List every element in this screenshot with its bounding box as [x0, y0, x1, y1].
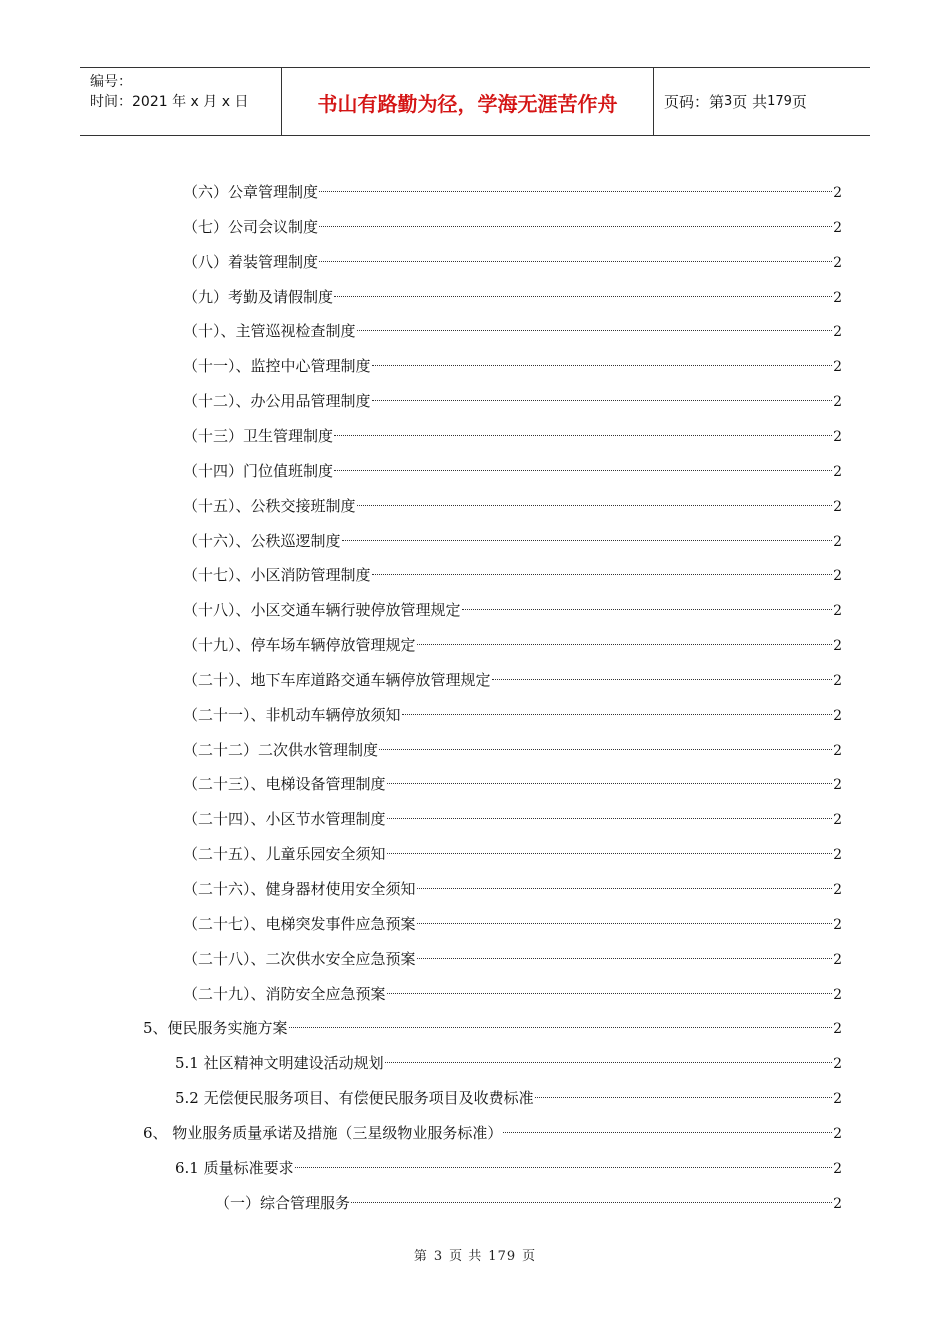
- toc-dot-leader: [503, 1116, 832, 1138]
- toc-entry-title: （二十五）、儿童乐园安全须知: [183, 845, 386, 864]
- toc-entry[interactable]: [215, 1186, 842, 1212]
- toc-dot-leader: [417, 872, 833, 894]
- toc-entry-title: （十四）门位值班制度: [183, 461, 334, 480]
- toc-entry[interactable]: [183, 767, 842, 794]
- toc-entry-page: 2: [833, 568, 842, 585]
- toc-entry-title: （一）综合管理服务: [215, 1193, 351, 1212]
- toc-entry-title: （十五）、公秩交接班制度: [183, 496, 356, 515]
- footer-mid: 页 共: [449, 1249, 483, 1264]
- toc-entry-page: 2: [833, 777, 842, 794]
- toc-entry[interactable]: [183, 489, 842, 515]
- toc-dot-leader: [372, 558, 833, 580]
- toc-entry-page: 2: [833, 219, 842, 236]
- toc-entry-page: 2: [833, 359, 842, 376]
- toc-entry[interactable]: [143, 1011, 842, 1038]
- toc-entry[interactable]: [183, 280, 842, 306]
- toc-entry-page: 2: [833, 986, 842, 1003]
- toc-entry[interactable]: [183, 663, 842, 689]
- toc-entry-page: 2: [833, 394, 842, 411]
- toc-entry[interactable]: [183, 733, 842, 759]
- toc-entry[interactable]: [183, 314, 842, 341]
- toc-entry-title: （十一）、监控中心管理制度: [183, 357, 371, 376]
- toc-dot-leader: [402, 698, 833, 720]
- toc-dot-leader: [319, 245, 832, 267]
- toc-entry[interactable]: [183, 558, 842, 585]
- toc-entry-page: 2: [833, 1056, 842, 1073]
- toc-entry-title: （二十三）、电梯设备管理制度: [183, 775, 386, 794]
- toc-dot-leader: [319, 210, 832, 232]
- toc-entry-title: 5.1 社区精神文明建设活动规划: [175, 1054, 384, 1073]
- toc-entry-page: 2: [833, 185, 842, 201]
- toc-entry-page: 2: [833, 254, 842, 271]
- header-motto: 书山有路勤为径，学海无涯苦作舟: [282, 68, 654, 135]
- toc-entry[interactable]: [183, 593, 842, 620]
- toc-entry[interactable]: [183, 210, 842, 236]
- toc-entry-title: （十六）、公秩巡逻制度: [183, 531, 341, 550]
- toc-entry[interactable]: [143, 1116, 842, 1142]
- footer-current: 3: [433, 1249, 444, 1264]
- toc-entry-title: 5、便民服务实施方案: [143, 1019, 288, 1038]
- toc-entry[interactable]: [183, 245, 842, 271]
- header-page-total: 179: [767, 94, 792, 109]
- toc-entry-title: （二十九）、消防安全应急预案: [183, 984, 386, 1003]
- toc-entry[interactable]: [175, 1081, 842, 1108]
- toc-entry[interactable]: [183, 524, 842, 550]
- toc-entry-title: （十八）、小区交通车辆行驶停放管理规定: [183, 601, 461, 620]
- toc-dot-leader: [295, 1151, 832, 1173]
- page-footer: [0, 1245, 950, 1264]
- toc-entry-title: （十七）、小区消防管理制度: [183, 566, 371, 585]
- footer-total: 179: [488, 1249, 517, 1264]
- footer-prefix: 第: [413, 1249, 428, 1264]
- toc-dot-leader: [535, 1081, 832, 1103]
- toc-entry-title: （二十七）、电梯突发事件应急预案: [183, 914, 416, 933]
- header-page-prefix: 页码：第: [664, 93, 725, 111]
- toc-entry-title: （二十二）二次供水管理制度: [183, 740, 379, 759]
- toc-entry-title: （十）、主管巡视检查制度: [183, 322, 356, 341]
- toc-dot-leader: [417, 942, 833, 964]
- serial-label: 编号：: [90, 74, 132, 90]
- toc-entry[interactable]: [183, 175, 842, 201]
- toc-entry[interactable]: [183, 698, 842, 724]
- toc-entry-title: （九）考勤及请假制度: [183, 287, 334, 306]
- toc-entry-title: （七）公司会议制度: [183, 217, 319, 236]
- toc-entry-page: 2: [833, 672, 842, 689]
- toc-entry-title: （八）着装管理制度: [183, 252, 319, 271]
- toc-entry-page: 2: [833, 324, 842, 341]
- toc-entry-title: （十九）、停车场车辆停放管理规定: [183, 636, 416, 655]
- toc-entry-page: 2: [833, 1021, 842, 1038]
- toc-entry-page: 2: [833, 847, 842, 864]
- toc-entry-title: （二十一）、非机动车辆停放须知: [183, 705, 401, 724]
- toc-entry[interactable]: [183, 628, 842, 655]
- toc-entry-title: 5.2 无偿便民服务项目、有偿便民服务项目及收费标准: [175, 1089, 534, 1108]
- toc-dot-leader: [387, 837, 833, 859]
- toc-entry-title: （十三）卫生管理制度: [183, 426, 334, 445]
- toc-dot-leader: [417, 628, 833, 650]
- header-page-info: [654, 68, 870, 135]
- toc-entry[interactable]: [183, 419, 842, 445]
- toc-dot-leader: [342, 524, 833, 546]
- toc-entry-page: 2: [833, 428, 842, 445]
- toc-entry-page: 2: [833, 498, 842, 515]
- toc-dot-leader: [387, 767, 833, 789]
- header-meta: [80, 68, 282, 135]
- toc-dot-leader: [387, 977, 833, 999]
- toc-dot-leader: [372, 349, 833, 371]
- toc-entry-page: 2: [833, 1195, 842, 1212]
- toc-dot-leader: [372, 384, 833, 406]
- toc-entry-page: 2: [833, 882, 842, 898]
- toc-dot-leader: [334, 280, 832, 302]
- toc-dot-leader: [357, 314, 833, 336]
- toc-entry[interactable]: [183, 837, 842, 864]
- toc-entry-title: （二十八）、二次供水安全应急预案: [183, 949, 416, 968]
- toc-entry-page: 2: [833, 951, 842, 968]
- toc-entry-page: 2: [833, 1091, 842, 1108]
- toc-entry-page: 2: [833, 742, 842, 759]
- header-page-suffix: 页: [791, 93, 807, 111]
- header-page-current: 3: [724, 94, 733, 109]
- toc-dot-leader: [385, 1046, 832, 1068]
- toc-entry-page: 2: [833, 1160, 842, 1177]
- toc-entry-title: （二十）、地下车库道路交通车辆停放管理规定: [183, 670, 491, 689]
- toc-dot-leader: [319, 175, 832, 197]
- toc-entry-title: 6、 物业服务质量承诺及措施（三星级物业服务标准）: [143, 1123, 503, 1142]
- toc-entry-page: 2: [833, 812, 842, 829]
- toc-entry-page: 2: [833, 463, 842, 480]
- toc-entry-title: （二十六）、健身器材使用安全须知: [183, 880, 416, 898]
- toc-dot-leader: [417, 907, 833, 929]
- toc-entry-title: （二十四）、小区节水管理制度: [183, 810, 386, 829]
- toc-entry-page: 2: [833, 916, 842, 933]
- toc-dot-leader: [462, 593, 833, 615]
- toc-entry[interactable]: [183, 802, 842, 829]
- toc-dot-leader: [492, 663, 833, 685]
- toc-entry[interactable]: [183, 907, 842, 933]
- footer-suffix: 页: [522, 1249, 537, 1264]
- toc-dot-leader: [387, 802, 833, 824]
- toc-entry[interactable]: [183, 977, 842, 1003]
- toc-entry[interactable]: [183, 872, 842, 898]
- header-page-mid: 页 共: [732, 93, 768, 111]
- toc-entry-title: （十二）、办公用品管理制度: [183, 392, 371, 411]
- toc-entry[interactable]: [183, 454, 842, 480]
- toc-dot-leader: [334, 454, 832, 476]
- toc-entry[interactable]: [175, 1046, 842, 1073]
- page-header: [80, 67, 870, 136]
- toc-entry-page: 2: [833, 603, 842, 620]
- toc-dot-leader: [357, 489, 833, 511]
- toc-entry-title: 6.1 质量标准要求: [175, 1158, 294, 1177]
- toc-entry-page: 2: [833, 638, 842, 655]
- toc-dot-leader: [289, 1011, 833, 1033]
- toc-entry[interactable]: [183, 349, 842, 376]
- toc-entry-page: 2: [833, 707, 842, 724]
- toc-entry-page: 2: [833, 533, 842, 550]
- toc-entry[interactable]: [183, 384, 842, 411]
- toc-entry-title: （六）公章管理制度: [183, 183, 319, 201]
- toc-entry[interactable]: [183, 942, 842, 968]
- toc-entry-page: 2: [833, 289, 842, 306]
- toc-dot-leader: [334, 419, 832, 441]
- toc-entry[interactable]: [175, 1151, 842, 1177]
- time-label: 时间：2021 年 x 月 x 日: [90, 94, 249, 110]
- toc-entry-page: 2: [833, 1125, 842, 1142]
- toc-dot-leader: [379, 733, 832, 755]
- toc-dot-leader: [351, 1186, 832, 1208]
